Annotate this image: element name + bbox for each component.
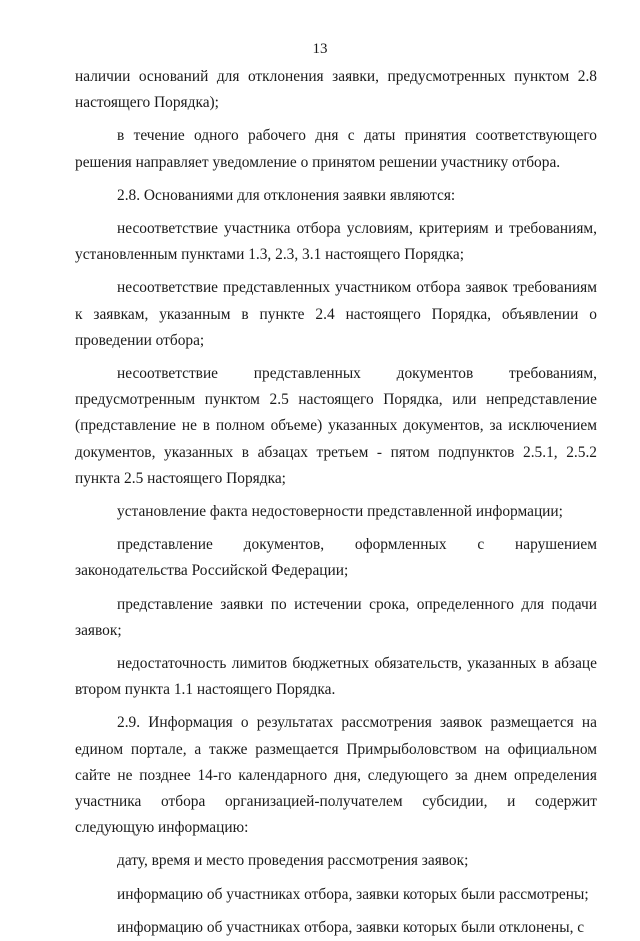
- paragraph-reason-documents-mismatch: несоответствие представленных документов требованиям, предусмотренным пунктом 2.5 настоящего Порядка, или непредставление (представление не в полном объеме) указанных документов, за исключением документов, указанных в абзацах третьем - пятом подпунктов 2.5.1, 2.5.2 пункта 2.5 настоящего Порядка;: [75, 365, 597, 487]
- paragraph-info-rejected: информацию об участниках отбора, заявки которых были отклонены, с: [117, 918, 585, 936]
- document-body: [75, 64, 597, 941]
- paragraph-reason-budget-limits: недостаточность лимитов бюджетных обязательств, указанных в абзаце втором пункта 1.1 настоящего Порядка.: [75, 655, 597, 699]
- page-number: 13: [312, 41, 328, 57]
- paragraph-reason-application-mismatch: несоответствие представленных участником отбора заявок требованиям к заявкам, указанным в пункте 2.4 настоящего Порядка, объявлении о проведении отбора;: [75, 279, 597, 349]
- paragraph-section-2-8-heading: 2.8. Основаниями для отклонения заявки являются:: [117, 186, 456, 204]
- paragraph-section-2-9: 2.9. Информация о результатах рассмотрения заявок размещается на едином портале, а также размещается Примрыболовством на официальном сайте не позднее 14-го календарного дня, следующего за днем определения участника отбора организацией-получателем субсидии, и содержит следующую информацию:: [75, 714, 597, 837]
- paragraph-reason-late-submission: представление заявки по истечении срока, определенного для подачи заявок;: [75, 595, 597, 639]
- paragraph-info-reviewed: информацию об участниках отбора, заявки которых были рассмотрены;: [117, 885, 589, 903]
- paragraph-continuation: наличии оснований для отклонения заявки, предусмотренных пунктом 2.8 настоящего Порядка);: [75, 68, 597, 112]
- paragraph-info-date-place: дату, время и место проведения рассмотрения заявок;: [117, 852, 469, 870]
- paragraph-reason-participant-mismatch: несоответствие участника отбора условиям, критериям и требованиям, установленным пунктами 1.3, 2.3, 3.1 настоящего Порядка;: [75, 220, 597, 264]
- paragraph-notification: в течение одного рабочего дня с даты принятия соответствующего решения направляет уведомление о принятом решении участнику отбора.: [75, 127, 597, 171]
- paragraph-reason-unreliable-info: установление факта недостоверности представленной информации;: [117, 503, 563, 521]
- paragraph-reason-legal-violation: представление документов, оформленных с нарушением законодательства Российской Федерации;: [75, 536, 597, 580]
